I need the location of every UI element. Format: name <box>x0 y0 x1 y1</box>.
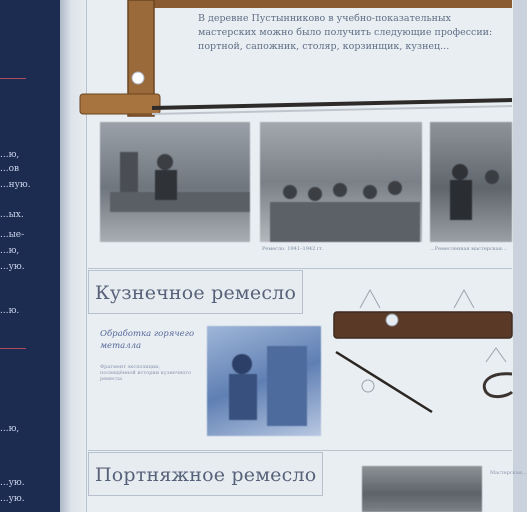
iron-hook <box>484 374 512 397</box>
hanging-wire <box>360 290 380 308</box>
forged-iron-tools <box>330 288 512 428</box>
iron-bar-pin <box>386 314 398 326</box>
hanging-wire <box>454 290 474 308</box>
navy-panel-line: ...ную. <box>0 180 31 190</box>
section-label-blacksmith: Обработка горячего металла <box>100 329 195 351</box>
navy-panel-line: ...ю, <box>0 246 20 256</box>
section-title-blacksmith: Кузнечное ремесло <box>88 270 303 314</box>
archive-photo-workshop <box>100 122 250 242</box>
bow-saw-artifact <box>78 0 512 130</box>
blacksmith-photo <box>207 326 321 436</box>
tailoring-photo <box>362 466 482 512</box>
intro-paragraph: В деревне Пустынниково в учебно-показательных мастерских можно было получить следующие профессии: портной, сапожник, столяр, корзинщик, кузнец... <box>198 13 493 52</box>
accent-red-line <box>0 348 26 349</box>
iron-bar <box>334 312 512 338</box>
photo-people <box>430 122 512 242</box>
navy-panel-line: ...ов <box>0 164 20 174</box>
iron-awl <box>336 352 432 412</box>
saw-handle <box>80 94 160 114</box>
photo-figures <box>100 122 250 242</box>
accent-red-line <box>0 78 26 79</box>
navy-info-panel <box>0 0 60 512</box>
section-title-tailoring: Портняжное ремесло <box>88 452 323 496</box>
navy-panel-line: ...ю. <box>0 306 20 316</box>
photo-crowd <box>260 122 422 242</box>
saw-frame-top <box>148 0 512 8</box>
section-note-blacksmith: Фрагмент экспозиции, посвящённой истории кузнечного ремесла <box>100 364 192 382</box>
navy-panel-line: ...ую. <box>0 494 25 504</box>
navy-panel-line: ...ю, <box>0 424 20 434</box>
archive-photo-yard <box>430 122 512 242</box>
navy-panel-line: ...ых. <box>0 210 24 220</box>
divider-line <box>88 268 512 269</box>
navy-panel-line: ...ю, <box>0 150 20 160</box>
saw-pin <box>132 72 144 84</box>
hanging-wire <box>486 348 506 362</box>
divider-line <box>88 450 512 451</box>
archive-photo-class <box>260 122 422 242</box>
photo-caption: Ремесло. 1941–1942 гг. <box>262 246 324 252</box>
navy-panel-line: ...ую. <box>0 478 25 488</box>
awl-ring <box>362 380 374 392</box>
section-note-tailoring: Мастерская... <box>490 470 527 476</box>
navy-panel-line: ...ые- <box>0 230 25 240</box>
navy-panel-line: ...ую. <box>0 262 25 272</box>
blacksmith-figure <box>207 326 321 436</box>
photo-caption: ...Ремесленная мастерская... <box>430 246 507 252</box>
